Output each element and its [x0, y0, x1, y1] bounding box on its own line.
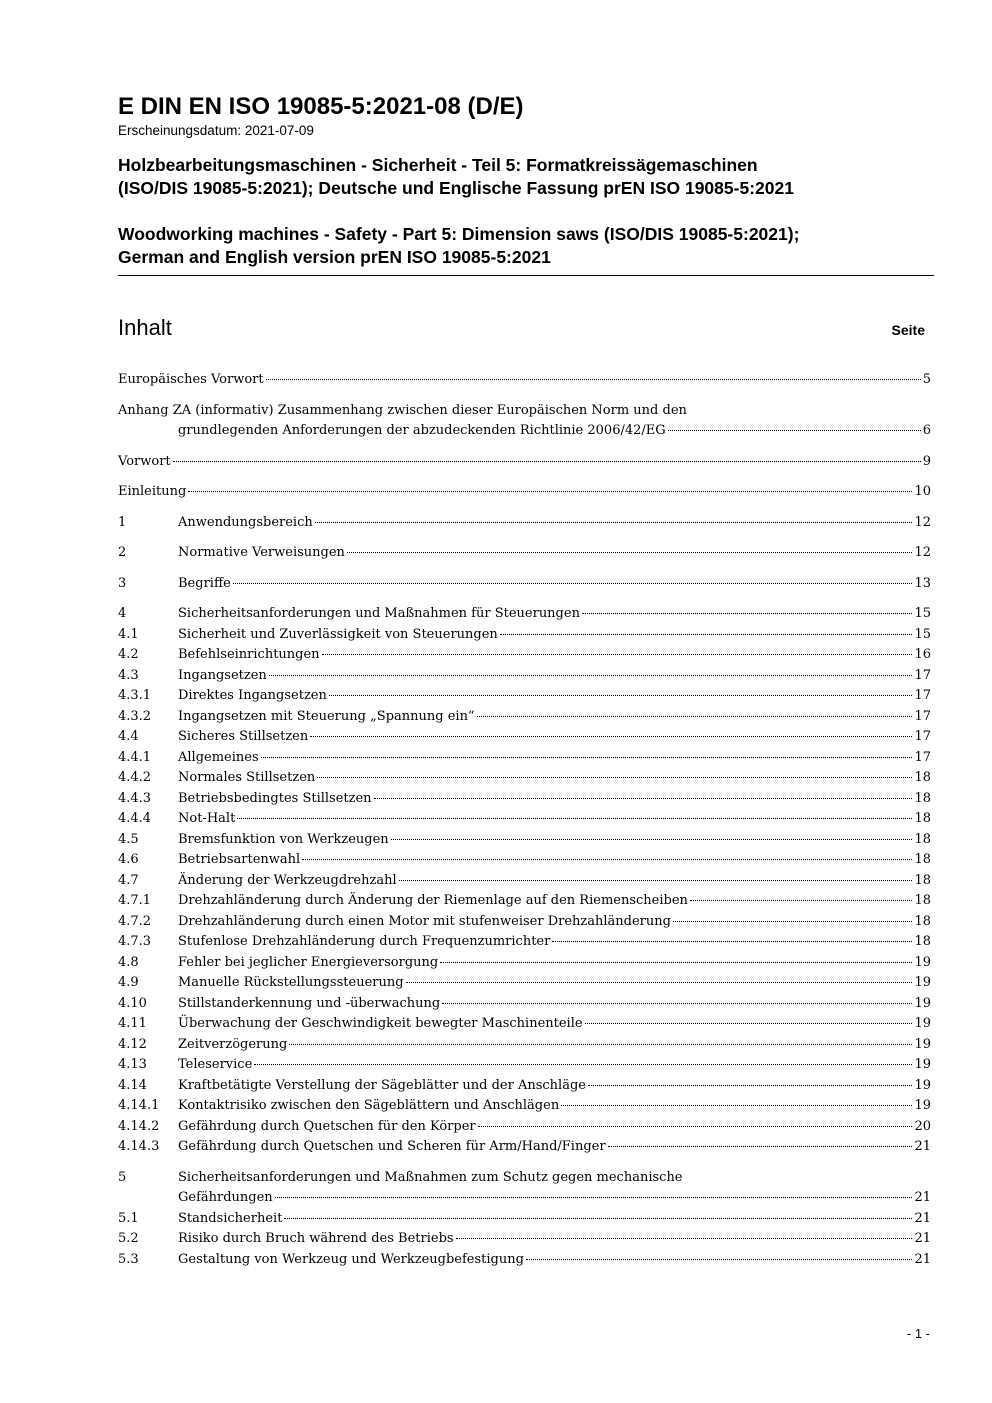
title-english-line-2: German and English version prEN ISO 19085-5:2021 — [118, 247, 551, 267]
dot-leader — [173, 461, 921, 462]
toc-entry-title: Risiko durch Bruch während des Betriebs — [178, 1231, 454, 1246]
toc-entry-title: Zeitverzögerung — [178, 1036, 288, 1052]
toc-entry-page: 18 — [914, 790, 931, 806]
toc-entry[interactable] — [118, 850, 931, 871]
toc-entry-title: Kontaktrisiko zwischen den Sägeblättern und Anschlägen — [178, 1098, 560, 1113]
toc-entry-title: Kraftbetätigte Verstellung der Sägeblätter und der Anschläge — [178, 1077, 586, 1093]
toc-entry-number: 2 — [118, 545, 127, 560]
dot-leader — [302, 859, 912, 860]
toc-entry-page: 17 — [914, 708, 931, 724]
toc-entry-title: Standsicherheit — [178, 1210, 283, 1226]
dot-leader — [315, 522, 913, 523]
toc-entry[interactable] — [118, 645, 931, 666]
toc-entry[interactable] — [118, 1117, 931, 1138]
toc-entry[interactable] — [118, 482, 931, 503]
toc-entry-title: Gefährdungen — [178, 1190, 273, 1205]
dot-leader — [310, 736, 912, 737]
toc-entry-number: 4.14.1 — [118, 1098, 160, 1113]
toc-entry-page: 6 — [922, 423, 931, 438]
toc-entry-page: 18 — [914, 811, 931, 826]
toc-entry[interactable] — [118, 1014, 931, 1035]
toc-entry-title: Sicheres Stillsetzen — [178, 729, 309, 744]
toc-entry-page: 19 — [914, 995, 931, 1011]
dot-leader — [608, 1146, 913, 1147]
dot-leader — [456, 1238, 913, 1239]
title-english-line-1: Woodworking machines - Safety - Part 5: Dimension saws (ISO/DIS 19085-5:2021); — [118, 224, 800, 244]
toc-entry-title: Stufenlose Drehzahländerung durch Frequenzumrichter — [178, 934, 551, 949]
dot-leader — [347, 552, 913, 553]
title-german-line-2: (ISO/DIS 19085-5:2021); Deutsche und Englische Fassung prEN ISO 19085-5:2021 — [118, 178, 794, 198]
toc-entry-title: Gestaltung von Werkzeug und Werkzeugbefestigung — [178, 1251, 524, 1267]
toc-entry-title: Vorwort — [118, 453, 171, 469]
toc-entry-number: 5.2 — [118, 1231, 139, 1246]
toc-entry-number: 3 — [118, 575, 127, 591]
toc-entry-page: 18 — [914, 893, 931, 908]
toc-entry-number: 4.3.1 — [118, 688, 152, 703]
footer-page-number: - 1 - — [906, 1326, 930, 1341]
toc-entry-title: Not-Halt — [178, 811, 236, 826]
dot-leader — [254, 1064, 912, 1065]
toc-entry-number: 4.4.2 — [118, 770, 152, 785]
toc-entry[interactable] — [118, 574, 931, 595]
toc-entry-page: 21 — [914, 1190, 931, 1205]
toc-entry[interactable] — [118, 1096, 931, 1117]
toc-entry-title: Betriebsbedingtes Stillsetzen — [178, 790, 372, 806]
toc-entry-page: 18 — [914, 913, 931, 929]
dot-leader — [673, 921, 912, 922]
toc-entry-title: Ingangsetzen — [178, 667, 267, 683]
toc-entry-number: 4.5 — [118, 831, 139, 847]
toc-entry-number: 4.7 — [118, 872, 139, 888]
dot-leader — [289, 1044, 912, 1045]
toc-entry-number: 4.4.3 — [118, 790, 152, 806]
toc-entry-number: 4.1 — [118, 626, 139, 642]
toc-entry-title: Drehzahländerung durch Änderung der Riemenlage auf den Riemenscheiben — [178, 893, 688, 908]
toc-entry-page: 21 — [914, 1231, 931, 1246]
dot-leader — [561, 1105, 912, 1106]
toc-entry-page: 15 — [914, 606, 931, 621]
toc-entry-page: 18 — [914, 831, 931, 847]
toc-entry[interactable] — [118, 513, 931, 534]
toc-entry[interactable] — [118, 830, 931, 851]
toc-entry-page: 10 — [914, 484, 931, 499]
toc-entry-page: 18 — [914, 852, 931, 867]
toc-entry[interactable] — [118, 625, 931, 646]
toc-entry[interactable] — [118, 789, 931, 810]
toc-entry-title: Manuelle Rückstellungssteuerung — [178, 975, 404, 990]
toc-entry-number: 4.4.1 — [118, 749, 152, 765]
toc-entry[interactable] — [118, 932, 931, 953]
toc-entry-title: Gefährdung durch Quetschen für den Körper — [178, 1118, 476, 1134]
toc-entry-number: 4.4.4 — [118, 811, 152, 826]
toc-entry-page: 12 — [914, 514, 931, 530]
toc-entry-page: 17 — [914, 749, 931, 765]
dot-leader — [440, 962, 912, 963]
title-german-line-1: Holzbearbeitungsmaschinen - Sicherheit - Teil 5: Formatkreissägemaschinen — [118, 155, 758, 175]
toc-entry[interactable] — [118, 912, 931, 933]
toc-entry-number: 4.2 — [118, 647, 139, 662]
toc-entry-number: 4.10 — [118, 995, 147, 1011]
dot-leader — [399, 880, 913, 881]
toc-entry[interactable] — [118, 1055, 931, 1076]
toc-entry[interactable] — [118, 370, 931, 391]
toc-entry-page: 17 — [914, 729, 931, 744]
toc-entry-page: 20 — [914, 1118, 931, 1134]
toc-entry[interactable] — [118, 686, 931, 707]
toc-entry-number: 5 — [118, 1169, 127, 1185]
toc-entry-number: 4.12 — [118, 1036, 147, 1052]
toc-entry-page: 18 — [914, 934, 931, 949]
toc-entry-number: 4.7.3 — [118, 934, 152, 949]
toc-entry-number: 4.6 — [118, 852, 139, 867]
toc-entry-page: 19 — [914, 1016, 931, 1031]
dot-leader — [329, 695, 913, 696]
dot-leader — [269, 675, 913, 676]
toc-entry-title: Normales Stillsetzen — [178, 770, 316, 785]
toc-entry-title: Überwachung der Geschwindigkeit bewegter Maschinenteile — [178, 1016, 583, 1031]
toc-entry[interactable] — [118, 891, 931, 912]
toc-entry-title: Ingangsetzen mit Steuerung „Spannung ein“ — [178, 708, 475, 724]
toc-entry-title: Stillstanderkennung und -überwachung — [178, 995, 441, 1011]
page-column-heading: Seite — [891, 322, 925, 338]
toc-entry-title: Direktes Ingangsetzen — [178, 688, 327, 703]
toc-entry-title: Fehler bei jeglicher Energieversorgung — [178, 954, 439, 970]
table-of-contents — [118, 370, 931, 1270]
toc-entry-title: grundlegenden Anforderungen der abzudeckenden Richtlinie 2006/42/EG — [178, 423, 666, 438]
toc-entry-page: 19 — [914, 1098, 931, 1113]
toc-entry-number: 4.3 — [118, 667, 139, 683]
toc-entry-title: Bremsfunktion von Werkzeugen — [178, 831, 389, 847]
toc-entry[interactable] — [118, 1076, 931, 1097]
dot-leader — [391, 839, 913, 840]
dot-leader — [477, 716, 913, 717]
toc-entry[interactable] — [118, 973, 931, 994]
toc-entry[interactable] — [118, 401, 931, 442]
toc-entry-title-first-line: Sicherheitsanforderungen und Maßnahmen zum Schutz gegen mechanische — [178, 1169, 683, 1185]
dot-leader — [690, 900, 913, 901]
toc-entry-number: 5.1 — [118, 1210, 139, 1226]
toc-entry-number: 4 — [118, 606, 127, 621]
toc-entry[interactable] — [118, 871, 931, 892]
toc-entry-title: Begriffe — [178, 575, 231, 591]
toc-entry[interactable] — [118, 1209, 931, 1230]
toc-entry-page: 12 — [914, 545, 931, 560]
toc-entry[interactable] — [118, 1168, 931, 1209]
toc-entry-title: Allgemeines — [178, 749, 259, 765]
toc-entry-number: 5.3 — [118, 1251, 139, 1267]
toc-entry[interactable] — [118, 1229, 931, 1250]
toc-entry-page: 13 — [914, 575, 931, 591]
toc-entry[interactable] — [118, 543, 931, 564]
toc-entry-page: 19 — [914, 1077, 931, 1093]
toc-entry-number: 4.14 — [118, 1077, 147, 1093]
dot-leader — [582, 613, 913, 614]
dot-leader — [552, 941, 912, 942]
toc-entry-page: 21 — [914, 1139, 931, 1154]
toc-entry-page: 16 — [914, 647, 931, 662]
toc-entry[interactable] — [118, 809, 931, 830]
dot-leader — [668, 430, 921, 431]
toc-entry-title: Sicherheitsanforderungen und Maßnahmen für Steuerungen — [178, 606, 580, 621]
toc-entry[interactable] — [118, 748, 931, 769]
dot-leader — [275, 1197, 913, 1198]
toc-entry-page: 18 — [914, 770, 931, 785]
dot-leader — [374, 798, 913, 799]
toc-entry-page: 17 — [914, 688, 931, 703]
toc-entry-page: 19 — [914, 1057, 931, 1072]
dot-leader — [188, 491, 912, 492]
toc-entry-number: 4.13 — [118, 1057, 147, 1072]
toc-entry-title: Drehzahländerung durch einen Motor mit stufenweiser Drehzahländerung — [178, 913, 671, 929]
dot-leader — [322, 654, 913, 655]
toc-entry[interactable] — [118, 666, 931, 687]
toc-entry-title: Betriebsartenwahl — [178, 852, 301, 867]
dot-leader — [317, 777, 912, 778]
dot-leader — [237, 818, 912, 819]
dot-leader — [261, 757, 913, 758]
toc-entry-page: 18 — [914, 872, 931, 888]
toc-entry-title: Gefährdung durch Quetschen und Scheren für Arm/Hand/Finger — [178, 1139, 606, 1154]
toc-entry-page: 21 — [914, 1251, 931, 1267]
toc-entry-page: 17 — [914, 667, 931, 683]
toc-entry-number: 4.9 — [118, 975, 139, 990]
dot-leader — [442, 1003, 912, 1004]
dot-leader — [588, 1085, 912, 1086]
toc-entry-number: 4.14.2 — [118, 1118, 160, 1134]
dot-leader — [585, 1023, 913, 1024]
toc-entry[interactable] — [118, 768, 931, 789]
dot-leader — [266, 379, 921, 380]
toc-entry-number: 1 — [118, 514, 127, 530]
header-divider — [118, 275, 934, 276]
toc-entry-page: 5 — [922, 372, 931, 387]
dot-leader — [284, 1218, 912, 1219]
toc-entry-title-first-line: Anhang ZA (informativ) Zusammenhang zwischen dieser Europäischen Norm und den — [118, 402, 687, 418]
dot-leader — [478, 1126, 913, 1127]
toc-entry[interactable] — [118, 994, 931, 1015]
toc-entry-number: 4.7.2 — [118, 913, 152, 929]
toc-entry-page: 15 — [914, 626, 931, 642]
toc-entry[interactable] — [118, 727, 931, 748]
toc-entry-title: Änderung der Werkzeugdrehzahl — [178, 872, 397, 888]
toc-entry-number: 4.8 — [118, 954, 139, 970]
toc-entry-page: 19 — [914, 975, 931, 990]
dot-leader — [500, 634, 913, 635]
toc-entry-page: 19 — [914, 1036, 931, 1052]
toc-entry-number: 4.14.3 — [118, 1139, 160, 1154]
toc-entry[interactable] — [118, 707, 931, 728]
toc-entry-number: 4.11 — [118, 1016, 147, 1031]
toc-entry-title: Befehlseinrichtungen — [178, 647, 320, 662]
toc-entry-page: 9 — [922, 453, 931, 469]
toc-entry[interactable] — [118, 604, 931, 625]
toc-entry-title: Europäisches Vorwort — [118, 372, 264, 387]
dot-leader — [233, 583, 913, 584]
document-id: E DIN EN ISO 19085-5:2021-08 (D/E) — [118, 93, 524, 120]
toc-entry-number: 4.3.2 — [118, 708, 152, 724]
toc-entry[interactable] — [118, 452, 931, 473]
toc-heading: Inhalt — [118, 315, 172, 340]
dot-leader — [526, 1259, 913, 1260]
toc-entry[interactable] — [118, 1035, 931, 1056]
dot-leader — [406, 982, 913, 983]
toc-entry[interactable] — [118, 953, 931, 974]
document-header — [118, 92, 934, 269]
publication-date: Erscheinungsdatum: 2021-07-09 — [118, 123, 314, 138]
toc-entry-page: 21 — [914, 1210, 931, 1226]
toc-entry-title: Teleservice — [178, 1057, 253, 1072]
toc-entry-page: 19 — [914, 954, 931, 970]
toc-entry-title: Normative Verweisungen — [178, 545, 345, 560]
toc-entry-number: 4.4 — [118, 729, 139, 744]
toc-entry[interactable] — [118, 1250, 931, 1271]
toc-entry-number: 4.7.1 — [118, 893, 152, 908]
toc-entry[interactable] — [118, 1137, 931, 1158]
toc-entry-title: Anwendungsbereich — [178, 514, 313, 530]
toc-entry-title: Einleitung — [118, 484, 187, 499]
toc-entry-title: Sicherheit und Zuverlässigkeit von Steuerungen — [178, 626, 498, 642]
